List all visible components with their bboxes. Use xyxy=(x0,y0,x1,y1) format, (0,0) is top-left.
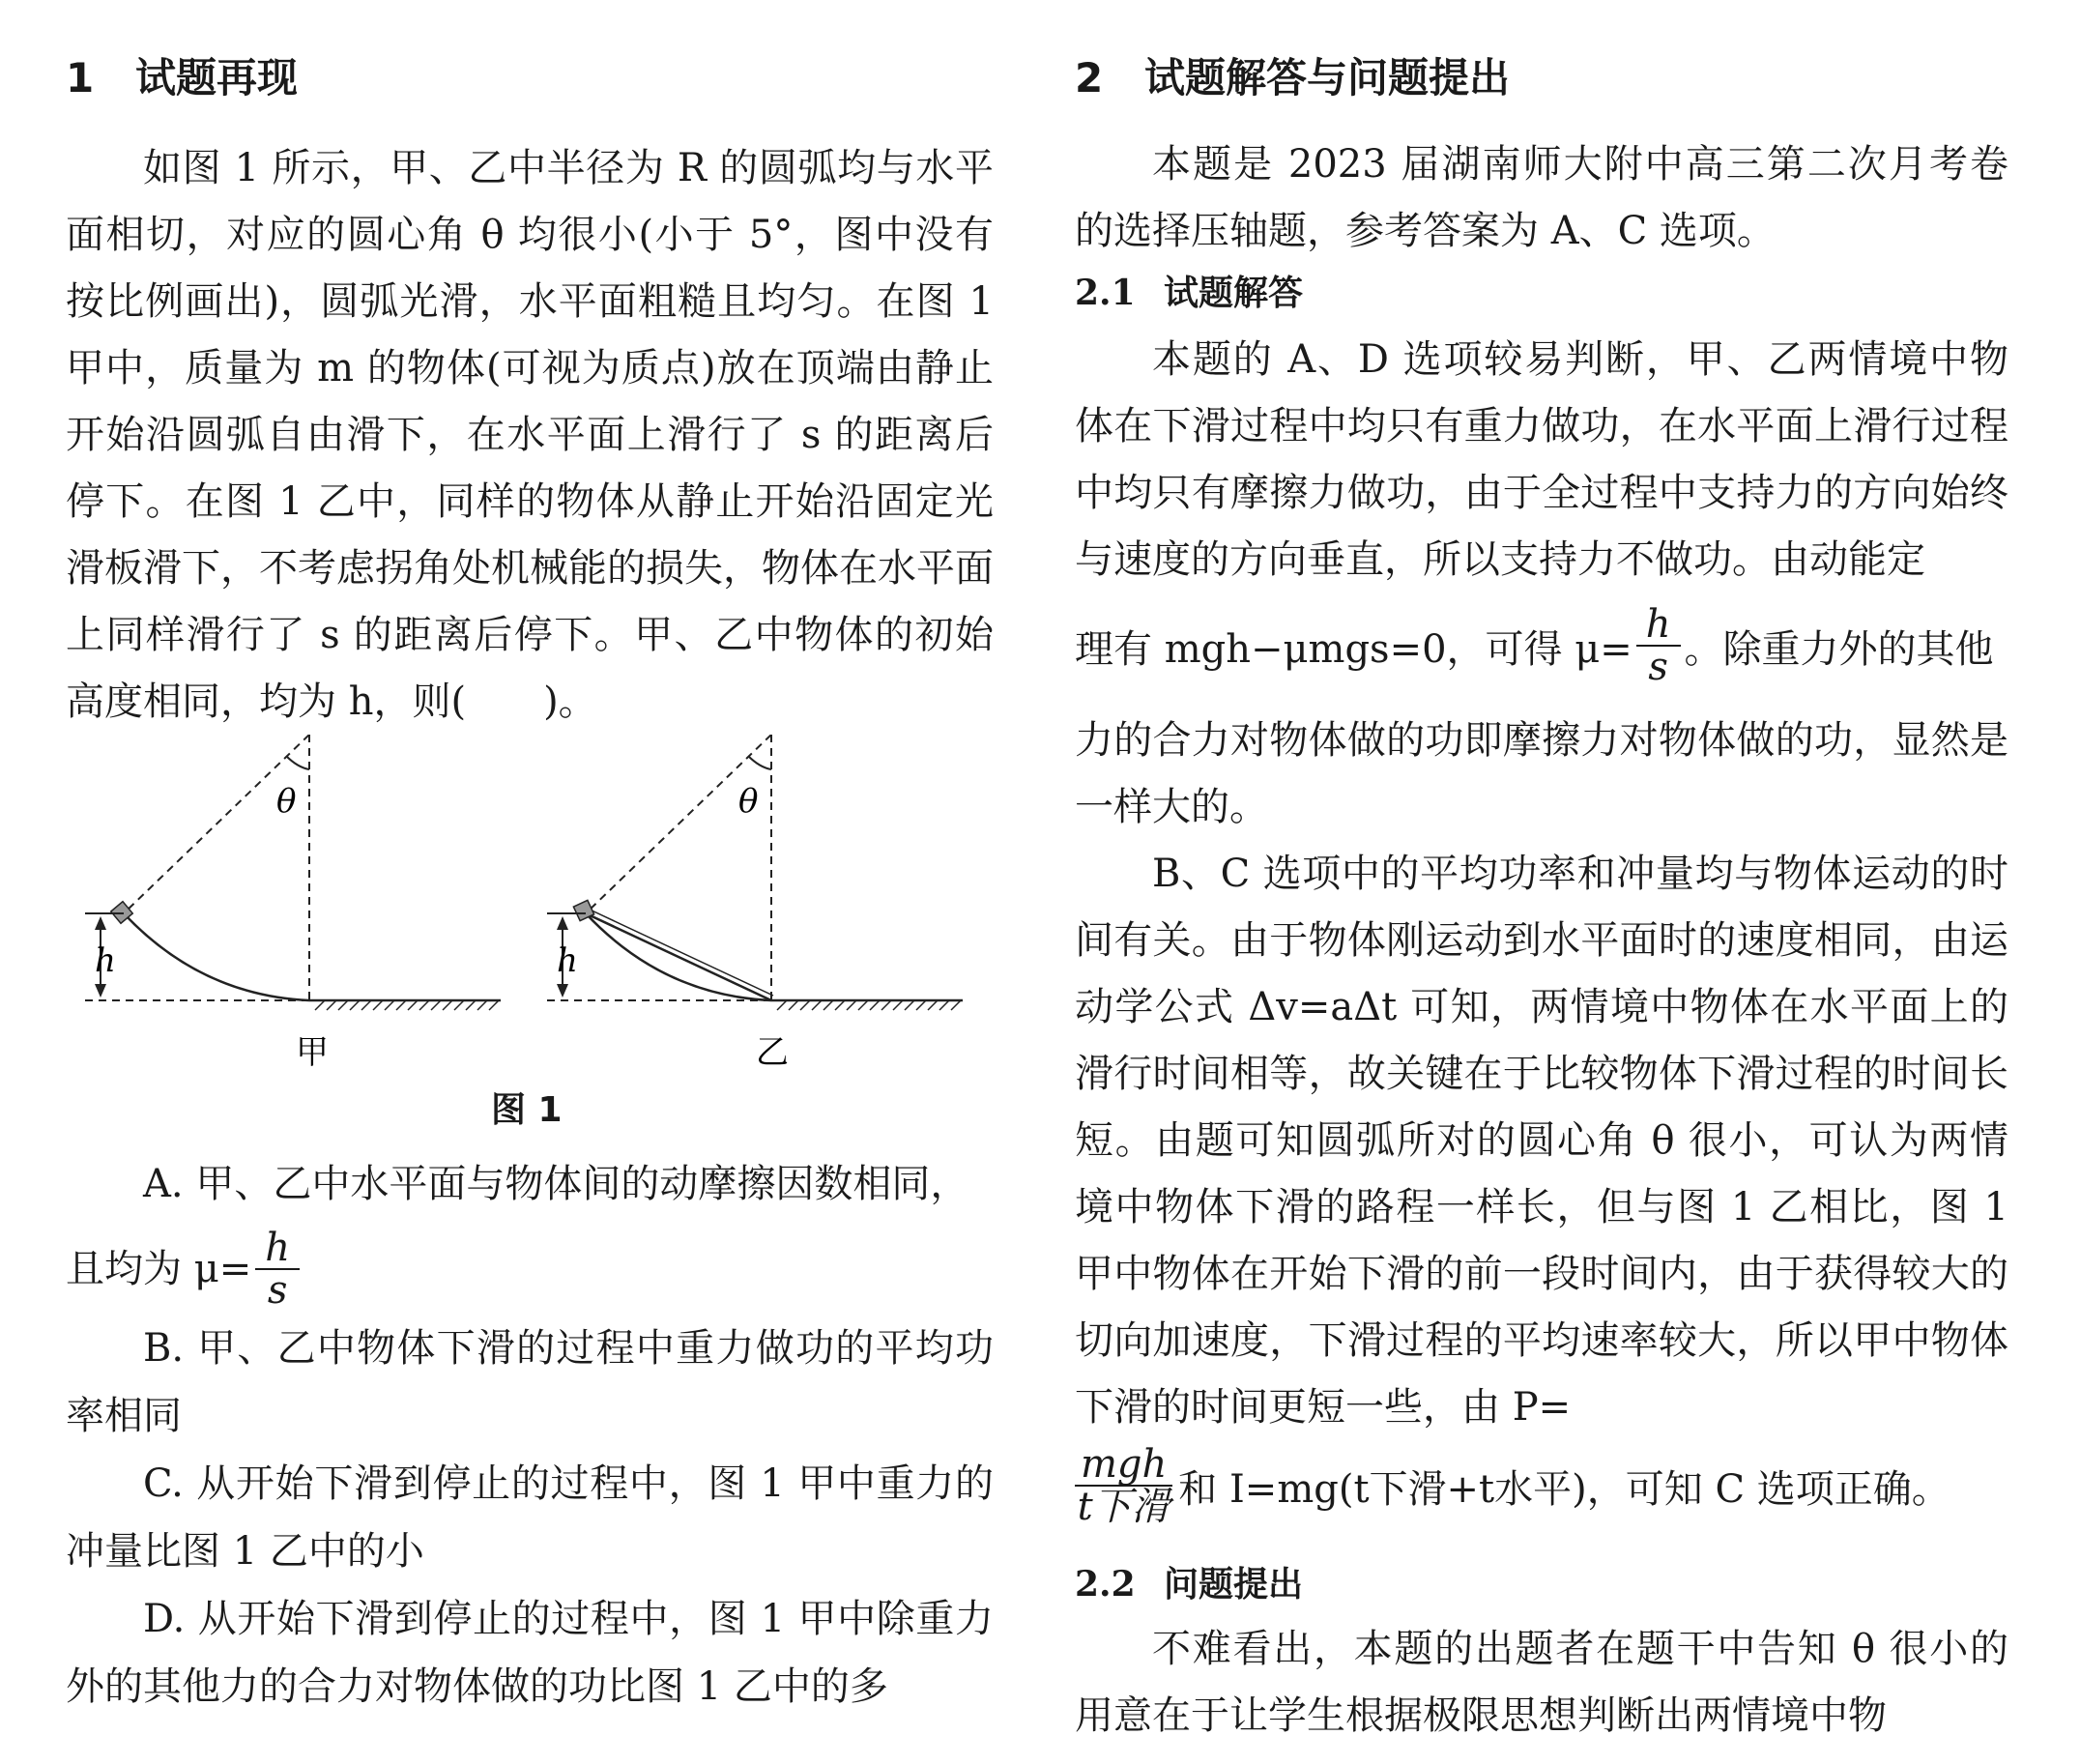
angle-arc xyxy=(286,756,309,769)
figure-caption: 图 1 xyxy=(491,1090,563,1130)
panel-a-label: 甲 xyxy=(296,1033,329,1072)
option-a-prefix: 且均为 μ= xyxy=(66,1247,252,1291)
mu-fraction xyxy=(1636,604,1681,687)
equation-line xyxy=(1075,604,1994,687)
section-number: 2 xyxy=(1075,54,1104,101)
power-equation-suffix: 和 I=mg(t下滑+t水平)，可知 C 选项正确。 xyxy=(1178,1466,1950,1512)
answer-paragraph-1-end: 力的合力对物体做的功即摩擦力对物体做的功，显然是一样大的。 xyxy=(1075,718,2008,829)
fraction-numerator: h xyxy=(1636,604,1681,647)
figure-1 xyxy=(66,735,994,1141)
option-d: D. 从开始下滑到停止的过程中，图 1 甲中除重力外的其他力的合力对物体做的功比图 1 乙中的多 xyxy=(66,1597,994,1709)
subsection-title: 问题提出 xyxy=(1164,1564,1304,1605)
radius-dashed-line xyxy=(586,735,771,913)
problem-text: 如图 1 所示，甲、乙中半径为 R 的圆弧均与水平面相切，对应的圆心角 θ 均很小(小于 5°，图中没有按比例画出)，圆弧光滑，水平面粗糙且均匀。在图 1 甲中，质量为 m 的物体(可视为质点)放在顶端由静止开始沿圆弧自由滑下，在水平面上滑行了 s 的距离后停下。在图 1 乙中，同样的物体从静止开始沿固定光滑板滑下，不考虑拐角处机械能的损失，物体在水平面上同样滑行了 s 的距离后停下。甲、乙中物体的初始高度相同，均为 h，则( )。 xyxy=(66,146,994,724)
angle-label: θ xyxy=(276,782,297,821)
section-heading-2 xyxy=(1075,54,1510,102)
answer-paragraph-2: B、C 选项中的平均功率和冲量均与物体运动的时间有关。由于物体刚运动到水平面时的速度相同，由运动学公式 Δv=aΔt 可知，两情境中物体在水平面上的滑行时间相等，故关键在于比较物体下滑过程的时间长短。由题可知圆弧所对的圆心角 θ 很小，可认为两情境中物体下滑的路程一样长，但与图 1 乙相比，图 1 甲中物体在开始下滑的前一段时间内，由于获得较大的切向加速度，下滑过程的平均速率较大，所以甲中物体下滑的时间更短一些，由 P= xyxy=(1075,852,2008,1430)
height-label: h xyxy=(95,941,116,980)
fraction-numerator: h xyxy=(255,1228,300,1270)
angle-label: θ xyxy=(738,782,759,821)
fraction-denominator: s xyxy=(267,1268,288,1313)
subsection-number: 2.2 xyxy=(1075,1564,1136,1605)
arc-path xyxy=(124,913,309,1000)
option-a-line1: A. 甲、乙中水平面与物体间的动摩擦因数相同， xyxy=(143,1162,969,1206)
straight-plank xyxy=(586,913,771,1000)
equation-prefix: 理有 mgh−μmgs=0，可得 μ= xyxy=(1075,626,1632,672)
subheading-2-2 xyxy=(1075,1562,1303,1606)
power-fraction xyxy=(1075,1444,1172,1527)
subsection-number: 2.1 xyxy=(1075,273,1136,313)
section-title: 试题解答与问题提出 xyxy=(1144,54,1511,101)
option-a-line2 xyxy=(66,1228,300,1311)
answer-paragraph-1: 本题的 A、D 选项较易判断，甲、乙两情境中物体在下滑过程中均只有重力做功，在水平面上滑行过程中均只有摩擦力做功，由于全过程中支持力的方向始终与速度的方向垂直，所以支持力不做功。由动能定 xyxy=(1075,337,2008,582)
intro-paragraph: 本题是 2023 届湖南师大附中高三第二次月考卷的选择压轴题，参考答案为 A、C 选项。 xyxy=(1075,142,2008,253)
ground-hatching xyxy=(777,1000,961,1010)
height-label: h xyxy=(557,941,578,980)
angle-arc xyxy=(748,756,771,769)
equation-suffix: 。除重力外的其他 xyxy=(1684,626,1994,672)
panel-b-label: 乙 xyxy=(756,1033,789,1072)
option-a-fraction xyxy=(255,1228,300,1311)
power-equation-line xyxy=(1075,1444,1950,1527)
straight-plank-edge xyxy=(588,909,773,996)
question-paragraph: 不难看出，本题的出题者在题干中告知 θ 很小的用意在于让学生根据极限思想判断出两情境中物 xyxy=(1075,1627,2008,1738)
figure-panel-b xyxy=(547,735,963,1072)
fraction-denominator: s xyxy=(1648,645,1668,689)
ground-hatching xyxy=(315,1000,499,1010)
fraction-numerator: mgh xyxy=(1075,1444,1172,1487)
section-number: 1 xyxy=(66,54,95,101)
option-c: C. 从开始下滑到停止的过程中，图 1 甲中重力的冲量比图 1 乙中的小 xyxy=(66,1461,994,1574)
option-b: B. 甲、乙中物体下滑的过程中重力做功的平均功率相同 xyxy=(66,1326,994,1438)
fraction-denominator: t下滑 xyxy=(1077,1485,1170,1529)
radius-dashed-line xyxy=(124,735,309,913)
section-heading-1 xyxy=(66,54,298,102)
figure-panel-a xyxy=(85,735,501,1072)
subheading-2-1 xyxy=(1075,271,1303,315)
section-title: 试题再现 xyxy=(135,54,299,101)
subsection-title: 试题解答 xyxy=(1164,273,1304,313)
